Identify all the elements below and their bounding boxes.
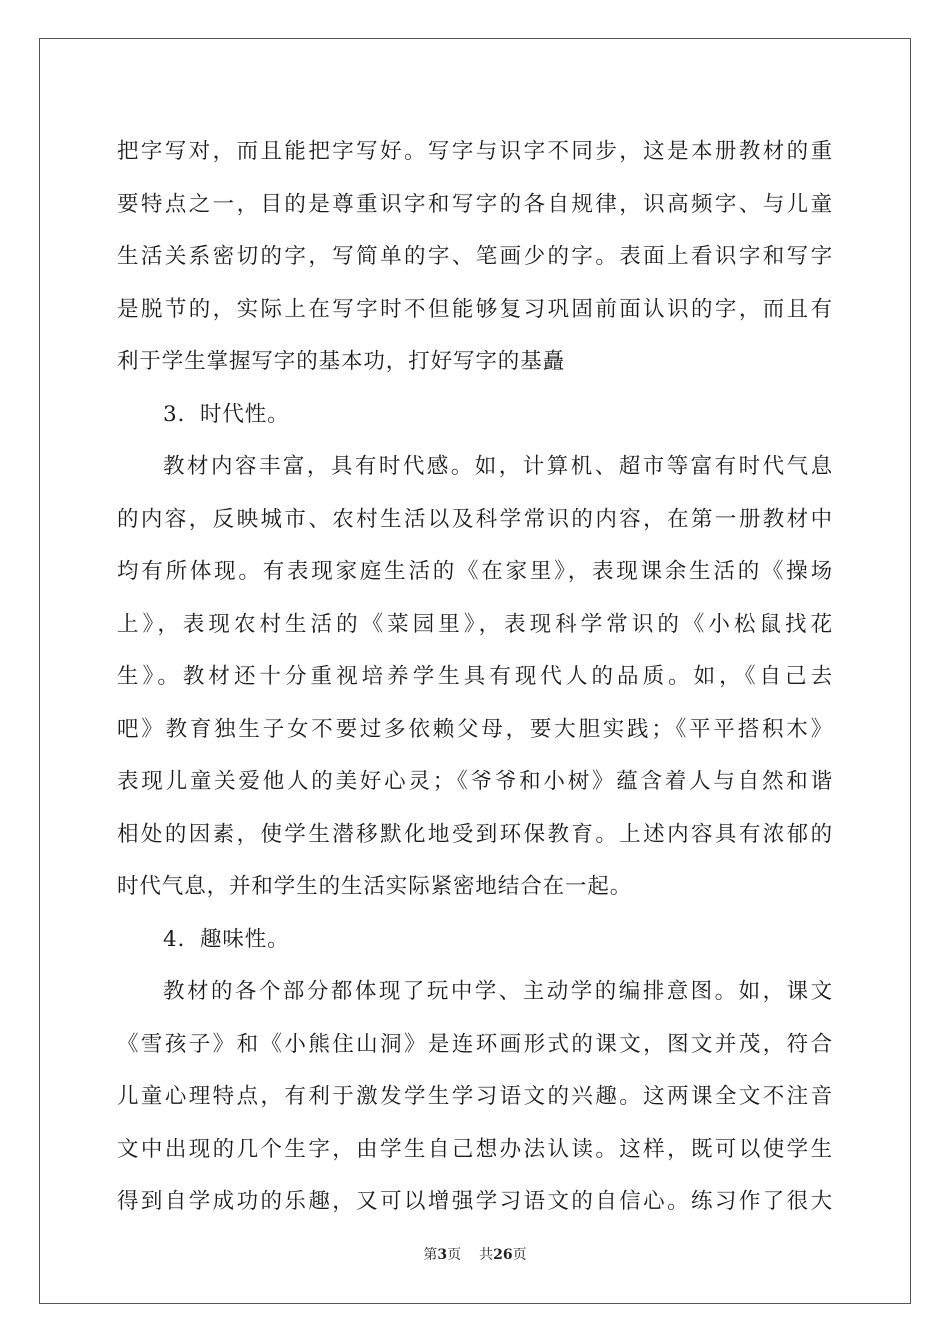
text-line: 时代气息，并和学生的生活实际紧密地结合在一起。 [117, 874, 633, 899]
text-line: 教材的各个部分都体现了玩中学、主动学的编排意图。如，课文 [163, 979, 833, 1004]
text-line: 3．时代性。 [163, 401, 290, 427]
text-line: 表现儿童关爱他人的美好心灵；《爷爷和小树》蕴含着人与自然和谐 [117, 769, 833, 794]
text-line: 生活关系密切的字，写简单的字、笔画少的字。表面上看识字和写字 [117, 244, 833, 269]
text-line: 吧》教育独生子女不要过多依赖父母，要大胆实践；《平平搭积木》 [117, 716, 833, 742]
text-line: 均有所体现。有表现家庭生活的《在家里》，表现课余生活的《操场 [117, 559, 833, 584]
page-footer [0, 1244, 950, 1264]
document-body [117, 126, 833, 1229]
text-line: 要特点之一，目的是尊重识字和写字的各自规律，识高频字、与儿童 [117, 191, 833, 217]
text-line: 上》，表现农村生活的《菜园里》，表现科学常识的《小松鼠找花 [117, 611, 833, 637]
footer-page-number: 3 [437, 1247, 448, 1263]
text-line: 是脱节的，实际上在写字时不但能够复习巩固前面认识的字，而且有 [117, 296, 833, 322]
footer-page-prefix: 第 [423, 1247, 438, 1263]
text-line: 教材内容丰富，具有时代感。如，计算机、超市等富有时代气息 [163, 454, 833, 479]
text-line: 《雪孩子》和《小熊住山洞》是连环画形式的课文，图文并茂，符合 [117, 1031, 833, 1057]
text-line: 得到自学成功的乐趣，又可以增强学习语文的自信心。练习作了很大 [117, 1189, 833, 1214]
footer-page-suffix: 页 [447, 1247, 462, 1263]
text-line: 的内容，反映城市、农村生活以及科学常识的内容，在第一册教材中 [117, 506, 833, 532]
text-line: 相处的因素，使学生潜移默化地受到环保教育。上述内容具有浓郁的 [117, 821, 833, 847]
text-line: 生》。教材还十分重视培养学生具有现代人的品质。如，《自己去 [117, 664, 833, 689]
footer-total-suffix: 页 [512, 1247, 527, 1263]
footer-total-prefix: 共 [479, 1247, 494, 1263]
text-line: 4．趣味性。 [163, 926, 290, 952]
footer-total-pages: 26 [493, 1247, 513, 1263]
text-line: 儿童心理特点，有利于激发学生学习语文的兴趣。这两课全文不注音 [117, 1084, 833, 1109]
text-line: 利于学生掌握写字的基本功，打好写字的基矗 [117, 349, 566, 374]
text-line: 把字写对，而且能把字写好。写字与识字不同步，这是本册教材的重 [117, 139, 833, 164]
text-line: 文中出现的几个生字，由学生自己想办法认读。这样，既可以使学生 [117, 1136, 833, 1162]
